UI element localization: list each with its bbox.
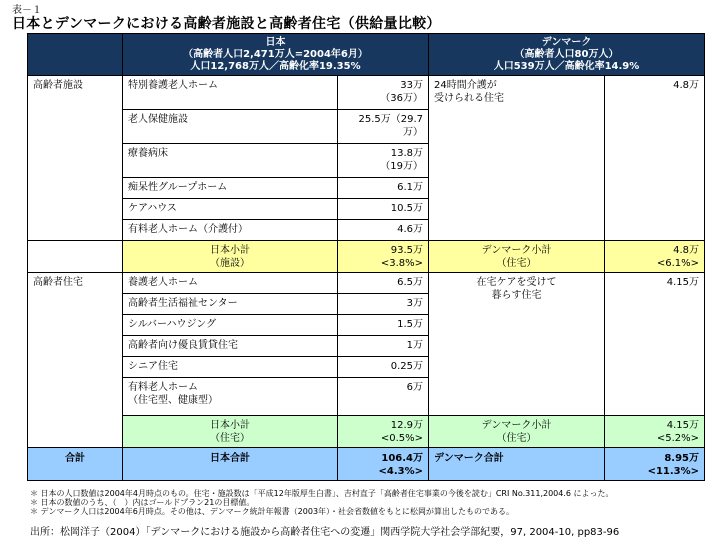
- housing-name: 高齢者向け優良賃貸住宅: [123, 336, 338, 357]
- housing-name: 高齢者生活福祉センター: [123, 294, 338, 315]
- header-row: [28, 34, 705, 76]
- total-row: [28, 448, 705, 481]
- housing-value: 1.5万: [338, 315, 429, 336]
- japan-subtotal-value: 93.5万 <3.8%>: [338, 241, 429, 273]
- category-facilities: 高齢者施設: [28, 76, 123, 241]
- japan-total-value: 106.4万 <4.3%>: [338, 448, 429, 481]
- japan-subtotal-value: 12.9万 <0.5%>: [338, 416, 429, 448]
- facility-value: 10.5万: [338, 199, 429, 220]
- facility-name: ケアハウス: [123, 199, 338, 220]
- housing-value: 1万: [338, 336, 429, 357]
- denmark-facility-item: 24時間介護が 受けられる住宅: [429, 76, 605, 241]
- facility-name: 老人保健施設: [123, 110, 338, 144]
- facility-value: 33万 （36万）: [338, 76, 429, 110]
- housing-name: シルバーハウジング: [123, 315, 338, 336]
- facilities-subtotal-row: [28, 241, 705, 273]
- facility-value: 13.8万 （19万）: [338, 144, 429, 178]
- japan-total-label: 日本合計: [123, 448, 338, 481]
- denmark-total-label: デンマーク合計: [429, 448, 605, 481]
- facility-name: 痴呆性グループホーム: [123, 178, 338, 199]
- denmark-header: デンマーク （高齢者人口80万人） 人口539万人／高齢化率14.9%: [429, 34, 705, 76]
- japan-subtotal-label: 日本小計 （住宅）: [123, 416, 338, 448]
- housing-name: シニア住宅: [123, 357, 338, 378]
- table-label: 表－１: [12, 5, 42, 16]
- footnotes: [30, 489, 614, 516]
- facility-value: 6.1万: [338, 178, 429, 199]
- housing-value: 6.5万: [338, 273, 429, 294]
- category-spacer: [28, 241, 123, 273]
- denmark-facility-value: 4.8万: [605, 76, 705, 241]
- housing-subtotal-row: [28, 416, 705, 448]
- comparison-table: [27, 33, 705, 481]
- denmark-housing-value: 4.15万: [605, 273, 705, 416]
- footnote: ＊ 日本の数値のうち、（ ）内はゴールドプラン21の目標値。: [30, 498, 255, 507]
- facility-name: 特別養護老人ホーム: [123, 76, 338, 110]
- table-row: [28, 273, 705, 294]
- footnote: ＊ 日本の人口数値は2004年4月時点のもの。住宅・施設数は「平成12年版厚生白書」、吉村直子「高齢者住宅事業の今後を読む」CRI No.311,2004.6 によった。: [30, 489, 614, 498]
- housing-name: 有料老人ホーム （住宅型、健康型）: [123, 378, 338, 416]
- total-label: 合計: [28, 448, 123, 481]
- header-corner: [28, 34, 123, 76]
- facility-value: 4.6万: [338, 220, 429, 241]
- denmark-total-value: 8.95万 <11.3%>: [605, 448, 705, 481]
- source-citation: 出所：松岡洋子（2004）「デンマークにおける施設から高齢者住宅への変遷」関西学院大学社会学部紀要，97, 2004-10, pp83-96: [30, 527, 620, 538]
- facility-name: 有料老人ホーム（介護付）: [123, 220, 338, 241]
- denmark-subtotal-value: 4.8万 <6.1%>: [605, 241, 705, 273]
- denmark-subtotal-value: 4.15万 <5.2%>: [605, 416, 705, 448]
- facility-value: 25.5万（29.7 万）: [338, 110, 429, 144]
- facility-name: 療養病床: [123, 144, 338, 178]
- page-title: 日本とデンマークにおける高齢者施設と高齢者住宅（供給量比較）: [12, 16, 441, 32]
- housing-name: 養護老人ホーム: [123, 273, 338, 294]
- table-row: [28, 76, 705, 110]
- japan-header: 日本 （高齢者人口2,471万人=2004年6月） 人口12,768万人／高齢化率19.35%: [123, 34, 429, 76]
- housing-value: 6万: [338, 378, 429, 416]
- japan-subtotal-label: 日本小計 （施設）: [123, 241, 338, 273]
- housing-value: 3万: [338, 294, 429, 315]
- footnote: ＊ デンマーク人口は2004年6月時点。その他は、デンマーク統計年報書（2003年）・社会省数値をもとに松岡が算出したものである。: [30, 507, 515, 516]
- category-housing: 高齢者住宅: [28, 273, 123, 448]
- denmark-subtotal-label: デンマーク小計 （住宅）: [429, 416, 605, 448]
- denmark-housing-item: 在宅ケアを受けて 暮らす住宅: [429, 273, 605, 416]
- denmark-subtotal-label: デンマーク小計 （住宅）: [429, 241, 605, 273]
- housing-value: 0.25万: [338, 357, 429, 378]
